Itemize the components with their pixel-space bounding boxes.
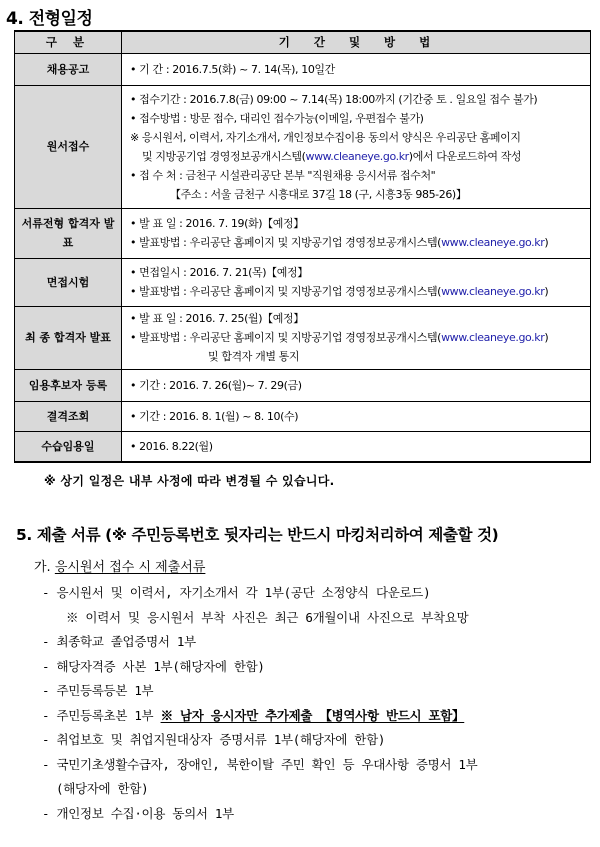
row-label-disqualification: 결격조회 [15, 401, 122, 431]
table-row [15, 85, 591, 208]
row-content: • 2016. 8.22(월) [122, 431, 591, 462]
row-content: • 기간 : 2016. 7. 26(월)~ 7. 29(금) [122, 369, 591, 401]
schedule-notice: ※ 상기 일정은 내부 사정에 따라 변경될 수 있습니다. [44, 474, 335, 488]
row-content: • 접수기간 : 2016.7.8(금) 09:00 ~ 7.14(목) 18:00까지 (기간중 토 . 일요일 접수 불가) • 접수방법 : 방문 접수, 대리인 접수가능(이메일, 우편접수 불가) ※ 응시원서, 이력서, 자기소개서, 개인정보수집이용 동의서 양식은 우리공단 홈페이지 및 지방공기업 경영정보공개시스템(www.cleaneye.go.kr)에서 다운로드하여 작성 • 접 수 처 : 금천구 시설관리공단 본부 "직원채용 응시서류 접수처" 【주소 : 서울 금천구 시흥대로 37길 18 (구, 시흥3동 985-26)】 [122, 85, 591, 208]
row-label-final-result: 최 종 합격자 발표 [15, 306, 122, 369]
table-row [15, 401, 591, 431]
subsection-title: 가. 응시원서 접수 시 제출서류 [34, 560, 206, 575]
list-item: - 개인정보 수집·이용 동의서 1부 [42, 805, 234, 821]
row-label-interview: 면접시험 [15, 258, 122, 306]
row-content: • 기간 : 2016. 8. 1(월) ~ 8. 10(수) [122, 401, 591, 431]
row-content: • 발 표 일 : 2016. 7. 19(화)【예정】 • 발표방법 : 우리공단 홈페이지 및 지방공기업 경영정보공개시스템(www.cleaneye.go.kr) [122, 208, 591, 258]
table-row [15, 369, 591, 401]
list-item: - 취업보호 및 취업지원대상자 증명서류 1부(해당자에 한함) [42, 732, 386, 747]
section5-title: 5. 제출 서류 (※ 주민등록번호 뒷자리는 반드시 마킹처리하여 제출할 것) [16, 526, 499, 544]
section4-title: 4. 전형일정 [6, 9, 93, 29]
header-category: 구 분 [15, 31, 122, 53]
row-content: • 기 간 : 2016.7.5(화) ~ 7. 14(목), 10일간 [122, 53, 591, 85]
table-row [15, 306, 591, 369]
table-header-row [15, 31, 591, 53]
row-content: • 발 표 일 : 2016. 7. 25(월)【예정】 • 발표방법 : 우리공단 홈페이지 및 지방공기업 경영정보공개시스템(www.cleaneye.go.kr) 및 합격자 개별 통지 [122, 306, 591, 369]
row-label-application: 원서접수 [15, 85, 122, 208]
cleaneye-link[interactable]: www.cleaneye.go.kr [441, 285, 545, 298]
table-row [15, 208, 591, 258]
required-documents-list [42, 581, 590, 826]
table-row [15, 431, 591, 462]
list-item-continuation: (해당자에 한함) [56, 781, 149, 796]
list-item: - 국민기초생활수급자, 장애인, 북한이탈 주민 확인 등 우대사항 증명서 1부 [42, 756, 478, 772]
row-label-doc-result: 서류전형 합격자 발표 [15, 208, 122, 258]
list-item: - 해당자격증 사본 1부(해당자에 한함) [42, 658, 265, 674]
cleaneye-link[interactable]: www.cleaneye.go.kr [305, 149, 409, 163]
cleaneye-link[interactable]: www.cleaneye.go.kr [441, 331, 545, 344]
row-label-registration: 임용후보자 등록 [15, 369, 122, 401]
list-item: - 최종학교 졸업증명서 1부 [42, 634, 196, 649]
list-item-note: ※ 이력서 및 응시원서 부착 사진은 최근 6개월이내 사진으로 부착요망 [66, 609, 469, 625]
cleaneye-link[interactable]: www.cleaneye.go.kr [441, 236, 545, 249]
header-period-method: 기 간 및 방 법 [122, 31, 591, 53]
row-label-probation: 수습임용일 [15, 431, 122, 462]
row-label-recruit-notice: 채용공고 [15, 53, 122, 85]
list-item: - 주민등록초본 1부 ※ 남자 응시자만 추가제출 【병역사항 반드시 포함】 [42, 707, 465, 723]
schedule-table [14, 30, 591, 463]
list-item: - 주민등록등본 1부 [42, 683, 154, 698]
list-item: - 응시원서 및 이력서, 자기소개서 각 1부(공단 소정양식 다운로드) [42, 585, 431, 600]
table-row [15, 258, 591, 306]
military-note: ※ 남자 응시자만 추가제출 【병역사항 반드시 포함】 [160, 707, 465, 723]
row-content: • 면접일시 : 2016. 7. 21(목)【예정】 • 발표방법 : 우리공단 홈페이지 및 지방공기업 경영정보공개시스템(www.cleaneye.go.kr) [122, 258, 591, 306]
table-row [15, 53, 591, 85]
